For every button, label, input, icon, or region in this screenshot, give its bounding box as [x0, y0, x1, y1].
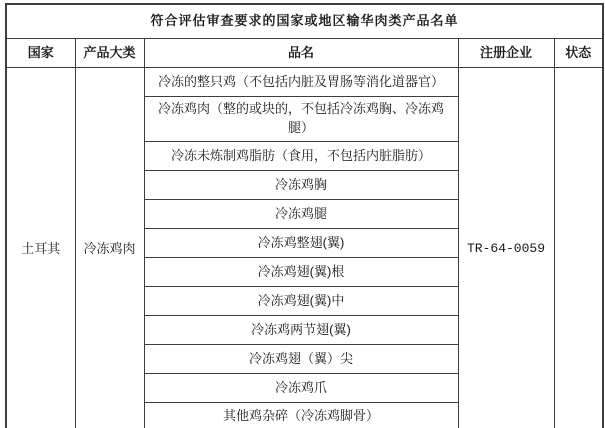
product-cell: 冷冻的整只鸡（不包括内脏及胃肠等消化道器官） — [144, 68, 458, 97]
category-cell: 冷冻鸡肉 — [75, 68, 144, 428]
product-cell: 冷冻鸡两节翅(翼) — [144, 316, 458, 345]
column-header-status: 状态 — [554, 39, 603, 68]
product-cell: 冷冻鸡爪 — [144, 374, 458, 403]
header-row — [6, 39, 603, 68]
meat-products-table — [5, 3, 604, 428]
product-cell: 冷冻未炼制鸡脂肪（食用，不包括内脏脂肪） — [144, 142, 458, 171]
column-header-category: 产品大类 — [75, 39, 144, 68]
status-cell — [554, 68, 603, 428]
product-cell: 冷冻鸡整翅(翼) — [144, 229, 458, 258]
product-cell: 冷冻鸡翅(翼)根 — [144, 258, 458, 287]
product-cell: 冷冻鸡胸 — [144, 171, 458, 200]
product-cell: 冷冻鸡翅（翼）尖 — [144, 345, 458, 374]
registered-enterprise-cell: TR-64-0059 — [458, 68, 554, 428]
product-cell: 冷冻鸡腿 — [144, 200, 458, 229]
page-title: 符合评估审查要求的国家或地区输华肉类产品名单 — [6, 4, 603, 39]
column-header-country: 国家 — [6, 39, 75, 68]
column-header-product: 品名 — [144, 39, 458, 68]
country-cell: 土耳其 — [6, 68, 75, 428]
product-cell: 冷冻鸡翅(翼)中 — [144, 287, 458, 316]
table-row — [6, 68, 603, 97]
product-cell: 其他鸡杂碎（冷冻鸡脚骨） — [144, 403, 458, 428]
title-row — [6, 4, 603, 39]
column-header-enterprise: 注册企业 — [458, 39, 554, 68]
product-cell: 冷冻鸡肉（整的或块的，不包括冷冻鸡胸、冷冻鸡腿） — [144, 97, 458, 142]
